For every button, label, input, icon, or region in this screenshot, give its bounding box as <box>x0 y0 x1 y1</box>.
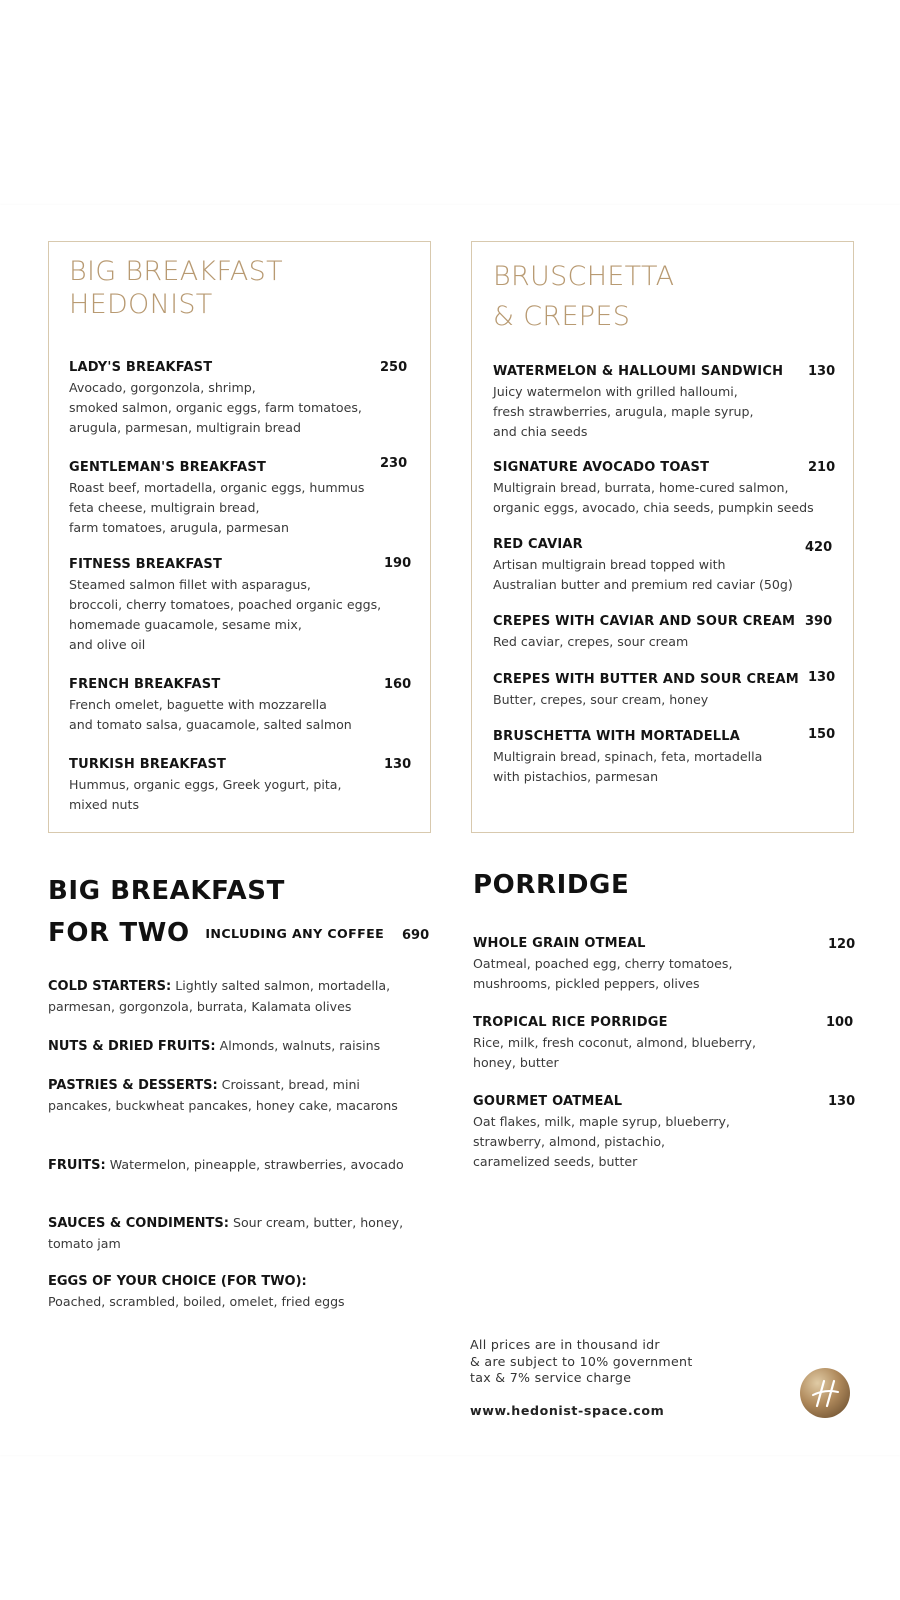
item-text: Croissant, bread, mini pancakes, buckwheat pancakes, honey cake, macarons <box>48 1077 398 1113</box>
title-line-2: HEDONIST <box>69 289 213 320</box>
item-price: 130 <box>808 670 836 685</box>
item-name: FRENCH BREAKFAST <box>69 677 221 692</box>
item-price: 250 <box>380 360 408 375</box>
item-name: SIGNATURE AVOCADO TOAST <box>493 460 710 475</box>
title-line-1: BIG BREAKFAST <box>69 256 283 287</box>
item-price: 160 <box>384 677 412 692</box>
menu-item <box>493 670 843 710</box>
menu-item <box>473 934 833 994</box>
item-description: Juicy watermelon with grilled halloumi, fresh strawberries, arugula, maple syrup, and chia seeds <box>493 384 754 439</box>
item-description: Butter, crepes, sour cream, honey <box>493 692 709 707</box>
menu-item <box>69 755 412 815</box>
item-price: 420 <box>805 540 833 555</box>
item-price: 120 <box>828 937 856 952</box>
item-description: Roast beef, mortadella, organic eggs, hummus feta cheese, multigrain bread, farm tomatoes, arugula, parmesan <box>69 480 365 535</box>
price-note: All prices are in thousand idr & are subject to 10% government tax & 7% service charge <box>470 1337 693 1385</box>
item-label: PASTRIES & DESSERTS: <box>48 1078 218 1093</box>
item-description: Avocado, gorgonzola, shrimp, smoked salmon, organic eggs, farm tomatoes, arugula, parmesan, multigrain bread <box>69 380 362 435</box>
for-two-subtitle: INCLUDING ANY COFFEE <box>205 925 385 941</box>
item-name: WATERMELON & HALLOUMI SANDWICH <box>493 364 784 379</box>
item-name: CREPES WITH BUTTER AND SOUR CREAM <box>493 672 799 687</box>
item-name: WHOLE GRAIN OTMEAL <box>473 936 646 951</box>
website-link[interactable]: www.hedonist-space.com <box>470 1403 665 1418</box>
for-two-item <box>48 1036 408 1057</box>
big-breakfast-for-two-title: BIG BREAKFAST <box>48 876 285 906</box>
menu-item <box>473 1013 833 1073</box>
logo-glyph <box>800 1368 850 1418</box>
item-description: Oat flakes, milk, maple syrup, blueberry, strawberry, almond, pistachio, caramelized seeds, butter <box>473 1114 730 1169</box>
for-two-item <box>48 1075 408 1116</box>
item-text: Almonds, walnuts, raisins <box>215 1038 381 1053</box>
item-price: 130 <box>828 1094 856 1109</box>
item-text: Sour cream, butter, honey, tomato jam <box>48 1215 404 1251</box>
item-description: Red caviar, crepes, sour cream <box>493 634 689 649</box>
item-description: Hummus, organic eggs, Greek yogurt, pita, mixed nuts <box>69 777 342 812</box>
item-description: Oatmeal, poached egg, cherry tomatoes, mushrooms, pickled peppers, olives <box>473 956 733 991</box>
menu-item <box>493 458 843 518</box>
item-label: NUTS & DRIED FRUITS: <box>48 1039 216 1054</box>
item-price: 130 <box>808 364 836 379</box>
item-description: Multigrain bread, spinach, feta, mortadella with pistachios, parmesan <box>493 749 763 784</box>
hedonist-logo-icon <box>800 1368 850 1418</box>
for-two-item <box>48 1155 408 1176</box>
item-name: CREPES WITH CAVIAR AND SOUR CREAM <box>493 614 796 629</box>
title-line-2: & CREPES <box>493 301 631 332</box>
item-price: 130 <box>384 757 412 772</box>
item-price: 100 <box>826 1015 854 1030</box>
item-text: Watermelon, pineapple, strawberries, avocado <box>105 1157 404 1172</box>
item-price: 210 <box>808 460 836 475</box>
big-breakfast-for-two-title-line-2 <box>48 914 384 953</box>
porridge-title: PORRIDGE <box>473 870 630 900</box>
item-label: COLD STARTERS: <box>48 979 172 994</box>
menu-item <box>493 612 843 652</box>
bruschetta-crepes-title <box>493 257 674 337</box>
item-price: 190 <box>384 556 412 571</box>
menu-item <box>473 1092 833 1172</box>
item-text: Lightly salted salmon, mortadella, parmesan, gorgonzola, burrata, Kalamata olives <box>48 978 391 1014</box>
menu-item <box>493 727 843 787</box>
for-two-price: 690 <box>402 928 430 943</box>
for-two-item <box>48 1272 408 1312</box>
item-label: EGGS OF YOUR CHOICE (FOR TWO): <box>48 1274 307 1289</box>
item-description: Steamed salmon fillet with asparagus, broccoli, cherry tomatoes, poached organic eggs, homemade guacamole, sesame mix, and olive oil <box>69 577 382 652</box>
item-description: French omelet, baguette with mozzarella and tomato salsa, guacamole, salted salmon <box>69 697 352 732</box>
big-breakfast-hedonist-title <box>69 255 283 321</box>
for-two-item <box>48 976 408 1017</box>
for-two-label: FOR TWO <box>48 918 190 948</box>
menu-item <box>69 555 412 655</box>
item-name: BRUSCHETTA WITH MORTADELLA <box>493 729 741 744</box>
item-description: Rice, milk, fresh coconut, almond, blueberry, honey, butter <box>473 1035 757 1070</box>
item-price: 150 <box>808 727 836 742</box>
item-name: RED CAVIAR <box>493 537 583 552</box>
menu-item <box>493 535 843 595</box>
menu-item <box>69 358 409 438</box>
item-name: FITNESS BREAKFAST <box>69 557 223 572</box>
for-two-item <box>48 1213 408 1254</box>
menu-item <box>69 458 409 538</box>
menu-item <box>493 362 843 442</box>
item-name: TURKISH BREAKFAST <box>69 757 227 772</box>
item-label: SAUCES & CONDIMENTS: <box>48 1216 229 1231</box>
item-name: LADY'S BREAKFAST <box>69 360 213 375</box>
item-name: GOURMET OATMEAL <box>473 1094 623 1109</box>
item-name: TROPICAL RICE PORRIDGE <box>473 1015 668 1030</box>
title-line-1: BRUSCHETTA <box>493 261 675 292</box>
item-price: 230 <box>380 456 408 471</box>
item-description: Multigrain bread, burrata, home-cured salmon, organic eggs, avocado, chia seeds, pumpkin seeds <box>493 480 814 515</box>
item-name: GENTLEMAN'S BREAKFAST <box>69 460 267 475</box>
item-label: FRUITS: <box>48 1158 106 1173</box>
item-text: Poached, scrambled, boiled, omelet, fried eggs <box>48 1294 345 1309</box>
item-price: 390 <box>805 614 833 629</box>
menu-item <box>69 675 412 735</box>
item-description: Artisan multigrain bread topped with Australian butter and premium red caviar (50g) <box>493 557 793 592</box>
